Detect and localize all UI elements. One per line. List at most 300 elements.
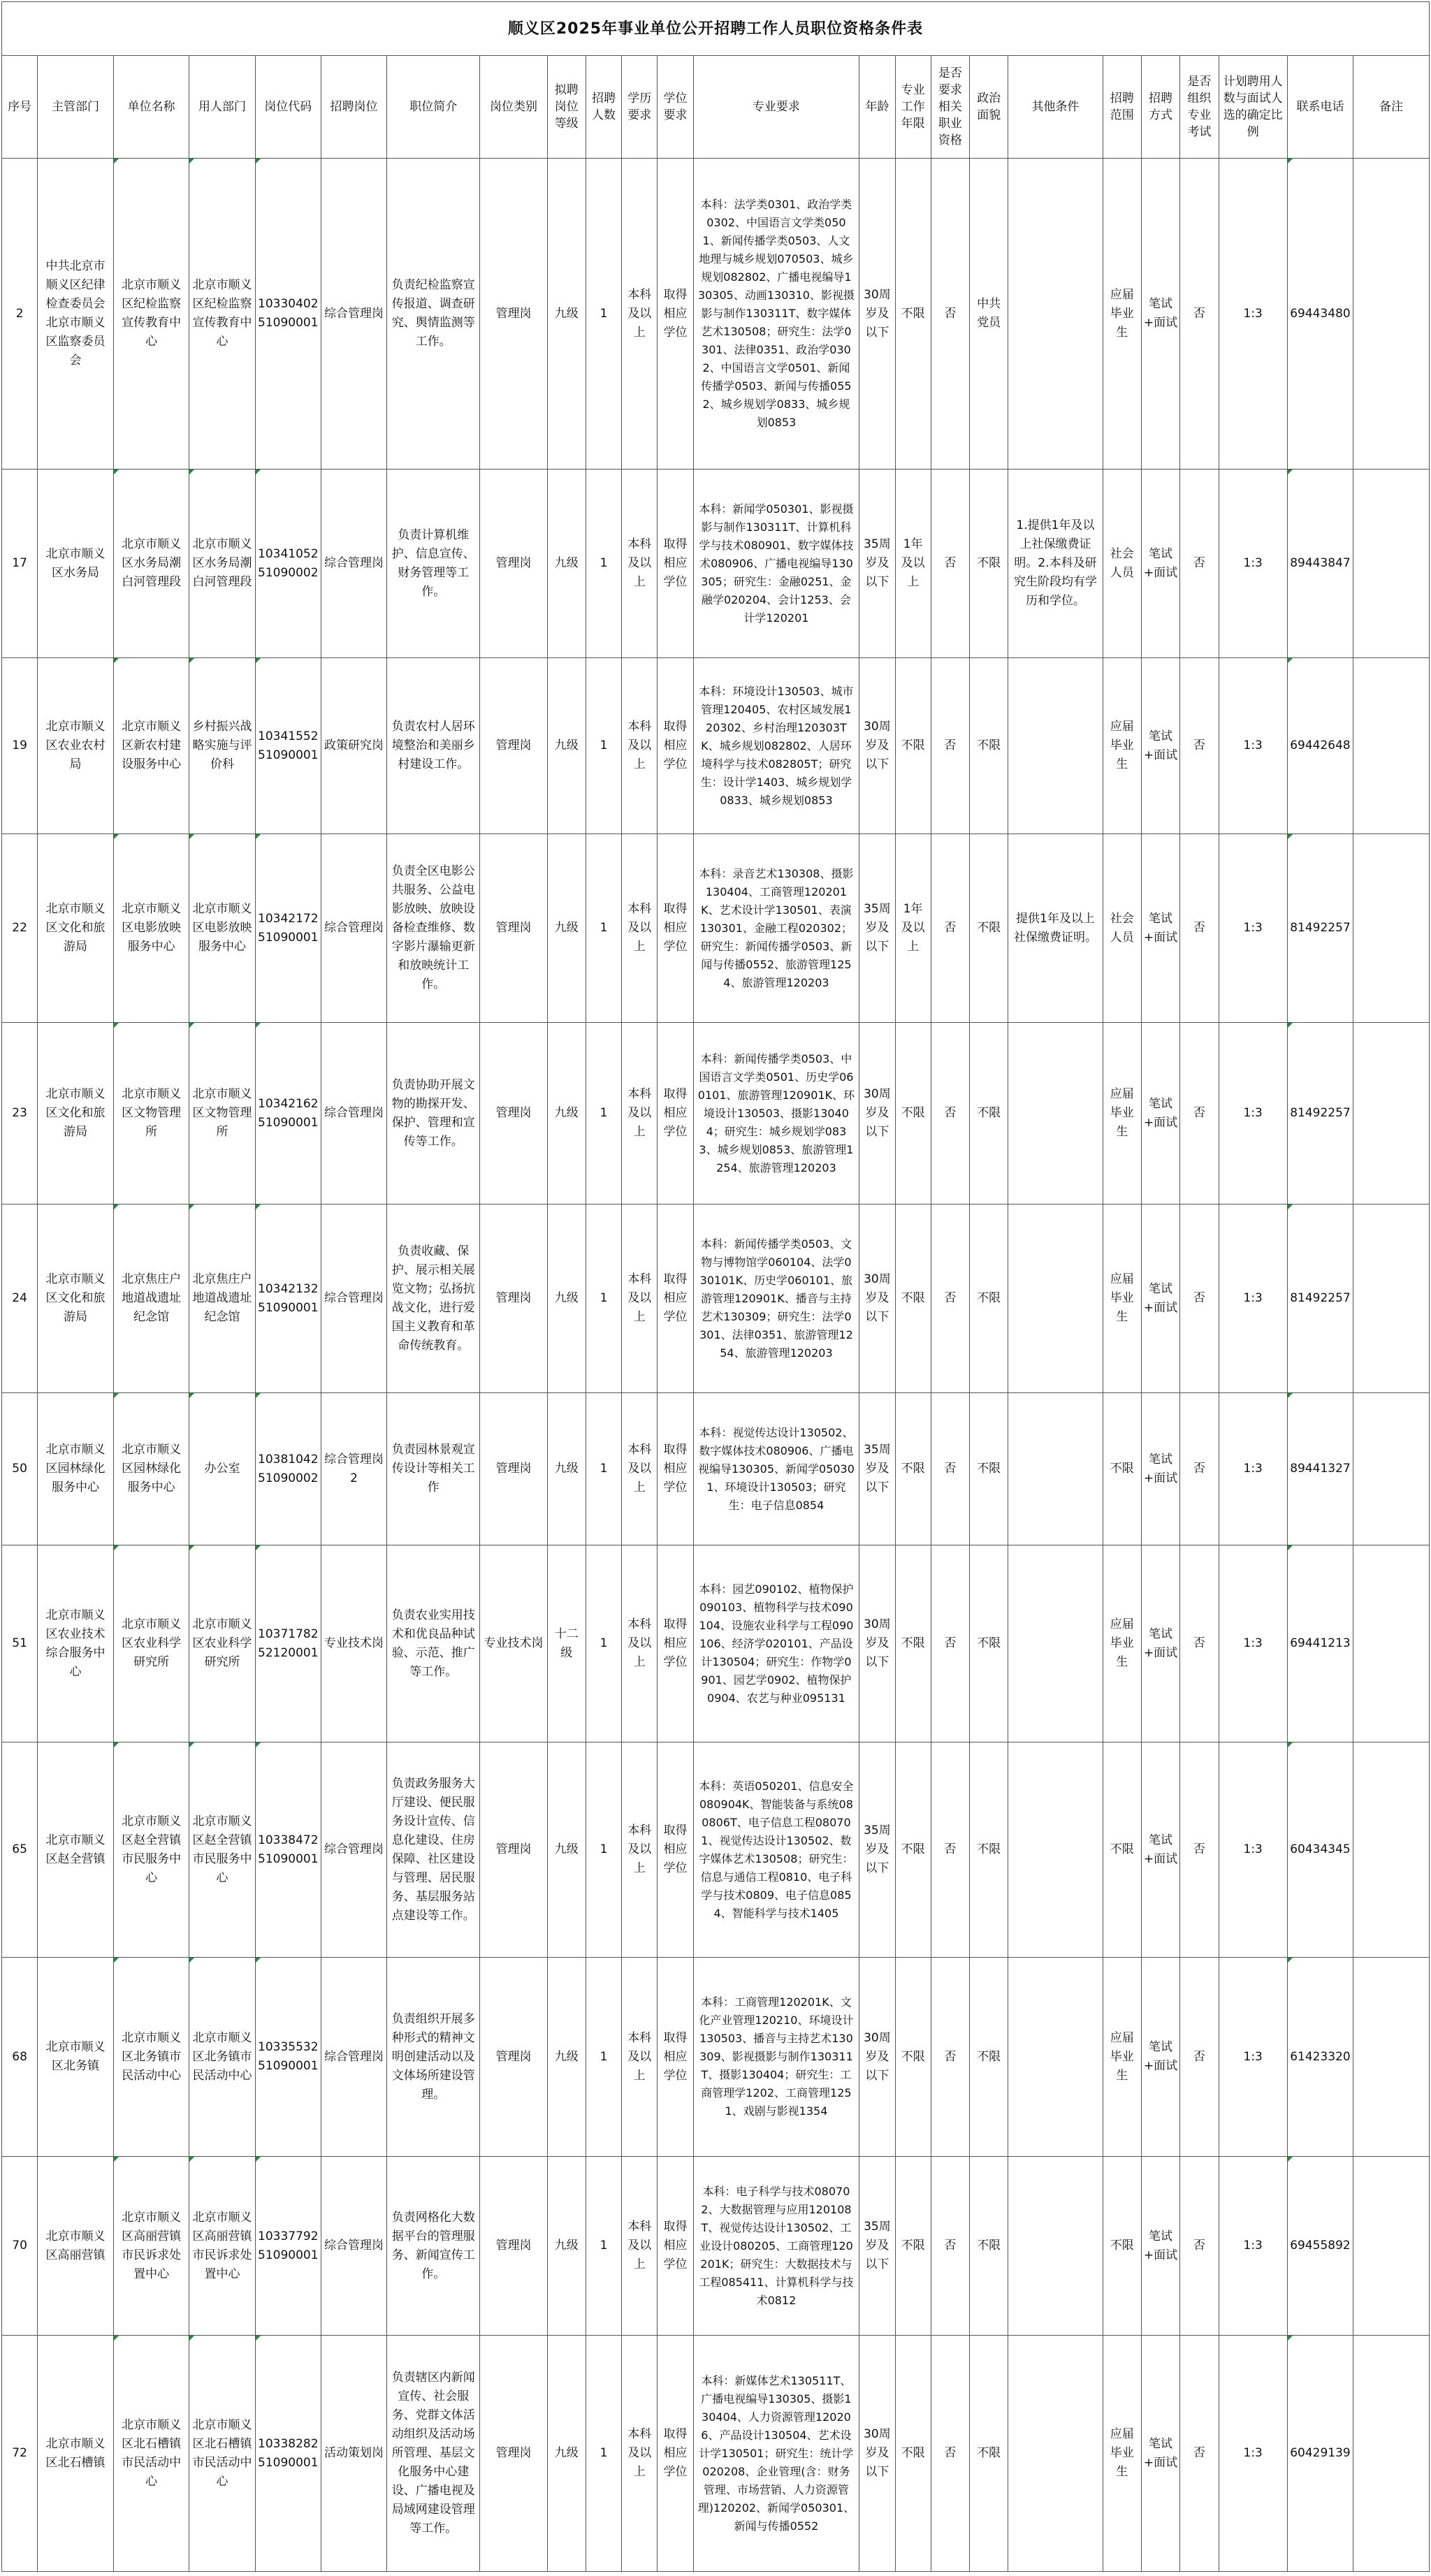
cell-phone: 69441213 <box>1287 1545 1353 1742</box>
cell-unit: 北京市顺义区北石槽镇市民活动中心 <box>113 2336 189 2572</box>
cell-education: 本科及以上 <box>622 1393 658 1545</box>
cell-ratio: 1:3 <box>1219 1742 1287 1958</box>
column-header: 拟聘岗位等级 <box>547 56 586 159</box>
cell-age: 30周岁及以下 <box>859 658 895 834</box>
cell-certificate: 否 <box>931 1545 969 1742</box>
cell-certificate: 否 <box>931 1958 969 2157</box>
row-number: 65 <box>2 1742 38 1958</box>
cell-count: 1 <box>586 1958 621 2157</box>
column-header: 联系电话 <box>1287 56 1353 159</box>
cell-unit: 北京市顺义区水务局潮白河管理段 <box>113 470 189 658</box>
cell-level: 九级 <box>547 1205 586 1393</box>
cell-exam: 否 <box>1180 658 1219 834</box>
cell-remark <box>1353 1023 1430 1205</box>
cell-user-dept: 北京市顺义区水务局潮白河管理段 <box>189 470 255 658</box>
cell-scope: 不限 <box>1103 1393 1141 1545</box>
cell-other <box>1008 2157 1103 2336</box>
cell-ratio: 1:3 <box>1219 159 1287 470</box>
cell-exam: 否 <box>1180 1958 1219 2157</box>
cell-count: 1 <box>586 1393 621 1545</box>
cell-degree: 取得相应学位 <box>658 159 693 470</box>
cell-dept: 北京市顺义区文化和旅游局 <box>38 1023 114 1205</box>
cell-phone: 89443847 <box>1287 470 1353 658</box>
cell-intro: 负责纪检监察宣传报道、调查研究、舆情监测等工作。 <box>387 159 480 470</box>
cell-other <box>1008 1023 1103 1205</box>
column-header: 其他条件 <box>1008 56 1103 159</box>
cell-phone: 81492257 <box>1287 834 1353 1023</box>
column-header: 政治面貌 <box>970 56 1008 159</box>
column-header: 岗位代码 <box>255 56 321 159</box>
table-row <box>2 1958 1430 2157</box>
row-number: 51 <box>2 1545 38 1742</box>
cell-method: 笔试+面试 <box>1141 2157 1179 2336</box>
table-row <box>2 834 1430 1023</box>
cell-scope: 社会人员 <box>1103 470 1141 658</box>
cell-unit: 北京市顺义区北务镇市民活动中心 <box>113 1958 189 2157</box>
row-number: 19 <box>2 658 38 834</box>
cell-intro: 负责收藏、保护、展示相关展览文物；弘扬抗战文化，进行爱国主义教育和革命传统教育。 <box>387 1205 480 1393</box>
cell-phone: 81492257 <box>1287 1205 1353 1393</box>
cell-education: 本科及以上 <box>622 2157 658 2336</box>
cell-level: 十二级 <box>547 1545 586 1742</box>
cell-certificate: 否 <box>931 834 969 1023</box>
column-header: 招聘人数 <box>586 56 621 159</box>
cell-user-dept: 乡村振兴战略实施与评价科 <box>189 658 255 834</box>
cell-post-code: 1033553251090001 <box>255 1958 321 2157</box>
cell-major: 本科：新闻传播学类0503、文物与博物馆学060104、法学030101K、历史学060101、旅游管理120901K、播音与主持艺术130309；研究生：法学0301、法律0351、旅游管理1254、旅游管理120203 <box>693 1205 859 1393</box>
cell-remark <box>1353 159 1430 470</box>
cell-post-code: 1034213251090001 <box>255 1205 321 1393</box>
cell-category: 管理岗 <box>480 159 547 470</box>
cell-exam: 否 <box>1180 2157 1219 2336</box>
cell-intro: 负责农业实用技术和优良品种试验、示范、推广等工作。 <box>387 1545 480 1742</box>
cell-level: 九级 <box>547 1742 586 1958</box>
table-title: 顺义区2025年事业单位公开招聘工作人员职位资格条件表 <box>2 2 1430 56</box>
cell-education: 本科及以上 <box>622 1023 658 1205</box>
cell-scope: 社会人员 <box>1103 834 1141 1023</box>
cell-remark <box>1353 2336 1430 2572</box>
table-row <box>2 2157 1430 2336</box>
cell-count: 1 <box>586 2157 621 2336</box>
table-row <box>2 658 1430 834</box>
cell-work-years: 不限 <box>895 1023 931 1205</box>
cell-certificate: 否 <box>931 1393 969 1545</box>
column-header: 计划聘用人数与面试人选的确定比例 <box>1219 56 1287 159</box>
cell-post: 活动策划岗 <box>321 2336 386 2572</box>
cell-major: 本科：新媒体艺术130511T、广播电视编导130305、摄影130404、人力资源管理120206、产品设计130504、艺术设计学130501；研究生：统计学020208、企业管理(含：财务管理、市场营销、人力资源管理)120202、新闻学050301、新闻与传播0552 <box>693 2336 859 2572</box>
cell-ratio: 1:3 <box>1219 1958 1287 2157</box>
cell-education: 本科及以上 <box>622 159 658 470</box>
cell-major: 本科：电子科学与技术080702、大数据管理与应用120108T、视觉传达设计130502、工业设计080205、工商管理120201K；研究生：大数据技术与工程085411、计算机科学与技术0812 <box>693 2157 859 2336</box>
cell-phone: 81492257 <box>1287 1023 1353 1205</box>
cell-level: 九级 <box>547 2157 586 2336</box>
cell-post: 综合管理岗 <box>321 834 386 1023</box>
cell-remark <box>1353 1958 1430 2157</box>
table-row <box>2 1023 1430 1205</box>
cell-post: 综合管理岗 <box>321 159 386 470</box>
cell-work-years: 1年及以上 <box>895 834 931 1023</box>
cell-major: 本科：新闻传播学类0503、中国语言文学类0501、历史学060101、旅游管理120901K、环境设计130503、摄影130404；研究生：城乡规划学0833、城乡规划0853、旅游管理1254、旅游管理120203 <box>693 1023 859 1205</box>
cell-level: 九级 <box>547 1958 586 2157</box>
table-body <box>2 159 1430 2572</box>
cell-exam: 否 <box>1180 1545 1219 1742</box>
cell-degree: 取得相应学位 <box>658 2157 693 2336</box>
cell-degree: 取得相应学位 <box>658 2336 693 2572</box>
cell-intro: 负责网格化大数据平台的管理服务、新闻宣传工作。 <box>387 2157 480 2336</box>
cell-education: 本科及以上 <box>622 1205 658 1393</box>
cell-post-code: 1033779251090001 <box>255 2157 321 2336</box>
cell-degree: 取得相应学位 <box>658 1742 693 1958</box>
column-header: 招聘方式 <box>1141 56 1179 159</box>
cell-dept: 北京市顺义区高丽营镇 <box>38 2157 114 2336</box>
cell-dept: 北京市顺义区赵全营镇 <box>38 1742 114 1958</box>
cell-exam: 否 <box>1180 1205 1219 1393</box>
cell-method: 笔试+面试 <box>1141 1958 1179 2157</box>
cell-major: 本科：视觉传达设计130502、数字媒体技术080906、广播电视编导130305、新闻学050301、环境设计130503；研究生：电子信息0854 <box>693 1393 859 1545</box>
column-header: 单位名称 <box>113 56 189 159</box>
cell-age: 35周岁及以下 <box>859 1742 895 1958</box>
cell-phone: 60429139 <box>1287 2336 1353 2572</box>
cell-exam: 否 <box>1180 470 1219 658</box>
cell-politics: 不限 <box>970 1742 1008 1958</box>
cell-major: 本科：工商管理120201K、文化产业管理120210、环境设计130503、播音与主持艺术130309、影视摄影与制作130311T、摄影130404；研究生：工商管理学1202、工商管理1251、戏剧与影视1354 <box>693 1958 859 2157</box>
cell-post-code: 1034105251090002 <box>255 470 321 658</box>
cell-intro: 负责园林景观宣传设计等相关工作 <box>387 1393 480 1545</box>
cell-politics: 不限 <box>970 1958 1008 2157</box>
cell-level: 九级 <box>547 1023 586 1205</box>
cell-exam: 否 <box>1180 1742 1219 1958</box>
cell-major: 本科：英语050201、信息安全080904K、智能装备与系统080806T、电子信息工程080701、视觉传达设计130502、数字媒体艺术130508；研究生：信息与通信工程0810、电子科学与技术0809、电子信息0854、智能科学与技术1405 <box>693 1742 859 1958</box>
cell-intro: 负责全区电影公共服务、公益电影放映、放映设备检查维修、数字影片瀑输更新和放映统计工作。 <box>387 834 480 1023</box>
cell-certificate: 否 <box>931 470 969 658</box>
cell-category: 管理岗 <box>480 658 547 834</box>
cell-age: 30周岁及以下 <box>859 1958 895 2157</box>
cell-certificate: 否 <box>931 2157 969 2336</box>
cell-level: 九级 <box>547 2336 586 2572</box>
cell-certificate: 否 <box>931 159 969 470</box>
cell-education: 本科及以上 <box>622 470 658 658</box>
cell-method: 笔试+面试 <box>1141 834 1179 1023</box>
cell-count: 1 <box>586 1205 621 1393</box>
cell-unit: 北京市顺义区文物管理所 <box>113 1023 189 1205</box>
cell-remark <box>1353 1205 1430 1393</box>
cell-scope: 不限 <box>1103 1742 1141 1958</box>
cell-ratio: 1:3 <box>1219 1023 1287 1205</box>
cell-category: 管理岗 <box>480 1958 547 2157</box>
cell-level: 九级 <box>547 834 586 1023</box>
cell-exam: 否 <box>1180 2336 1219 2572</box>
cell-post: 综合管理岗2 <box>321 1393 386 1545</box>
cell-phone: 61423320 <box>1287 1958 1353 2157</box>
cell-count: 1 <box>586 1742 621 1958</box>
cell-dept: 北京市顺义区农业技术综合服务中心 <box>38 1545 114 1742</box>
cell-politics: 不限 <box>970 2336 1008 2572</box>
cell-intro: 负责组织开展多种形式的精神文明创建活动以及文体场所建设管理。 <box>387 1958 480 2157</box>
cell-method: 笔试+面试 <box>1141 1742 1179 1958</box>
cell-work-years: 不限 <box>895 2157 931 2336</box>
cell-intro: 负责计算机维护、信息宣传、财务管理等工作。 <box>387 470 480 658</box>
cell-exam: 否 <box>1180 834 1219 1023</box>
column-header: 职位简介 <box>387 56 480 159</box>
cell-dept: 北京市顺义区文化和旅游局 <box>38 834 114 1023</box>
cell-post-code: 1033828251090001 <box>255 2336 321 2572</box>
cell-method: 笔试+面试 <box>1141 2336 1179 2572</box>
cell-post-code: 1034217251090001 <box>255 834 321 1023</box>
column-header: 专业工作年限 <box>895 56 931 159</box>
cell-other: 1.提供1年及以上社保缴费证明。2.本科及研究生阶段均有学历和学位。 <box>1008 470 1103 658</box>
cell-method: 笔试+面试 <box>1141 1023 1179 1205</box>
title-row <box>2 2 1430 56</box>
cell-remark <box>1353 2157 1430 2336</box>
cell-method: 笔试+面试 <box>1141 1393 1179 1545</box>
column-header: 专业要求 <box>693 56 859 159</box>
cell-count: 1 <box>586 1023 621 1205</box>
cell-intro: 负责协助开展文物的勘探开发、保护、管理和宣传等工作。 <box>387 1023 480 1205</box>
cell-level: 九级 <box>547 658 586 834</box>
cell-intro: 负责政务服务大厅建设、便民服务设计宣传、信息化建设、住房保障、社区建设与管理、居民服务、基层服务站点建设等工作。 <box>387 1742 480 1958</box>
cell-post: 综合管理岗 <box>321 1023 386 1205</box>
cell-unit: 北京市顺义区高丽营镇市民诉求处置中心 <box>113 2157 189 2336</box>
cell-ratio: 1:3 <box>1219 2336 1287 2572</box>
cell-dept: 北京市顺义区水务局 <box>38 470 114 658</box>
cell-certificate: 否 <box>931 1023 969 1205</box>
cell-other <box>1008 159 1103 470</box>
cell-count: 1 <box>586 159 621 470</box>
cell-category: 专业技术岗 <box>480 1545 547 1742</box>
cell-user-dept: 北京市顺义区高丽营镇市民诉求处置中心 <box>189 2157 255 2336</box>
cell-method: 笔试+面试 <box>1141 470 1179 658</box>
column-header: 岗位类别 <box>480 56 547 159</box>
cell-work-years: 不限 <box>895 1393 931 1545</box>
cell-method: 笔试+面试 <box>1141 159 1179 470</box>
table-row <box>2 470 1430 658</box>
cell-category: 管理岗 <box>480 1023 547 1205</box>
cell-phone: 69443480 <box>1287 159 1353 470</box>
cell-post: 综合管理岗 <box>321 1958 386 2157</box>
cell-unit: 北京市顺义区园林绿化服务中心 <box>113 1393 189 1545</box>
cell-scope: 应届毕业生 <box>1103 159 1141 470</box>
cell-degree: 取得相应学位 <box>658 1958 693 2157</box>
cell-age: 35周岁及以下 <box>859 834 895 1023</box>
cell-post-code: 1034155251090001 <box>255 658 321 834</box>
cell-degree: 取得相应学位 <box>658 834 693 1023</box>
table-row <box>2 2336 1430 2572</box>
cell-remark <box>1353 1393 1430 1545</box>
cell-phone: 60434345 <box>1287 1742 1353 1958</box>
cell-other <box>1008 1545 1103 1742</box>
cell-post-code: 1033847251090001 <box>255 1742 321 1958</box>
cell-phone: 89441327 <box>1287 1393 1353 1545</box>
table-row <box>2 1742 1430 1958</box>
cell-ratio: 1:3 <box>1219 1205 1287 1393</box>
cell-scope: 应届毕业生 <box>1103 1958 1141 2157</box>
cell-politics: 不限 <box>970 1545 1008 1742</box>
cell-scope: 应届毕业生 <box>1103 1545 1141 1742</box>
cell-exam: 否 <box>1180 1393 1219 1545</box>
table-row <box>2 1545 1430 1742</box>
cell-count: 1 <box>586 834 621 1023</box>
column-header: 用人部门 <box>189 56 255 159</box>
cell-category: 管理岗 <box>480 834 547 1023</box>
cell-post: 专业技术岗 <box>321 1545 386 1742</box>
cell-dept: 北京市顺义区北务镇 <box>38 1958 114 2157</box>
cell-method: 笔试+面试 <box>1141 1545 1179 1742</box>
cell-certificate: 否 <box>931 658 969 834</box>
cell-other <box>1008 1742 1103 1958</box>
cell-work-years: 不限 <box>895 1742 931 1958</box>
cell-unit: 北京市顺义区农业科学研究所 <box>113 1545 189 1742</box>
cell-category: 管理岗 <box>480 2157 547 2336</box>
row-number: 2 <box>2 159 38 470</box>
cell-ratio: 1:3 <box>1219 470 1287 658</box>
cell-politics: 不限 <box>970 470 1008 658</box>
cell-unit: 北京市顺义区纪检监察宣传教育中心 <box>113 159 189 470</box>
cell-remark <box>1353 834 1430 1023</box>
cell-unit: 北京市顺义区赵全营镇市民服务中心 <box>113 1742 189 1958</box>
cell-degree: 取得相应学位 <box>658 470 693 658</box>
cell-politics: 不限 <box>970 1205 1008 1393</box>
cell-count: 1 <box>586 2336 621 2572</box>
cell-other <box>1008 2336 1103 2572</box>
cell-user-dept: 北京市顺义区北务镇市民活动中心 <box>189 1958 255 2157</box>
cell-category: 管理岗 <box>480 2336 547 2572</box>
cell-work-years: 不限 <box>895 159 931 470</box>
cell-category: 管理岗 <box>480 1393 547 1545</box>
cell-intro: 负责辖区内新闻宣传、社会服务、党群文体活动组织及活动场所管理、基层文化服务中心建设、广播电视及局域网建设管理等工作。 <box>387 2336 480 2572</box>
cell-degree: 取得相应学位 <box>658 1545 693 1742</box>
cell-user-dept: 办公室 <box>189 1393 255 1545</box>
row-number: 24 <box>2 1205 38 1393</box>
cell-certificate: 否 <box>931 1742 969 1958</box>
cell-dept: 北京市顺义区农业农村局 <box>38 658 114 834</box>
cell-phone: 69442648 <box>1287 658 1353 834</box>
table-row <box>2 1205 1430 1393</box>
cell-user-dept: 北京市顺义区纪检监察宣传教育中心 <box>189 159 255 470</box>
cell-post: 综合管理岗 <box>321 470 386 658</box>
table-row <box>2 159 1430 470</box>
cell-politics: 不限 <box>970 2157 1008 2336</box>
cell-intro: 负责农村人居环境整治和美丽乡村建设工作。 <box>387 658 480 834</box>
cell-post: 综合管理岗 <box>321 2157 386 2336</box>
cell-education: 本科及以上 <box>622 2336 658 2572</box>
cell-unit: 北京市顺义区电影放映服务中心 <box>113 834 189 1023</box>
cell-user-dept: 北京市顺义区电影放映服务中心 <box>189 834 255 1023</box>
cell-remark <box>1353 658 1430 834</box>
column-header: 年龄 <box>859 56 895 159</box>
cell-work-years: 不限 <box>895 1545 931 1742</box>
cell-post: 综合管理岗 <box>321 1742 386 1958</box>
cell-method: 笔试+面试 <box>1141 658 1179 834</box>
cell-work-years: 不限 <box>895 1205 931 1393</box>
row-number: 50 <box>2 1393 38 1545</box>
cell-education: 本科及以上 <box>622 1958 658 2157</box>
cell-dept: 北京市顺义区北石槽镇 <box>38 2336 114 2572</box>
cell-certificate: 否 <box>931 1205 969 1393</box>
cell-age: 35周岁及以下 <box>859 1393 895 1545</box>
cell-category: 管理岗 <box>480 470 547 658</box>
cell-scope: 应届毕业生 <box>1103 1023 1141 1205</box>
cell-exam: 否 <box>1180 159 1219 470</box>
column-header: 学位要求 <box>658 56 693 159</box>
cell-user-dept: 北京市顺义区赵全营镇市民服务中心 <box>189 1742 255 1958</box>
column-header: 学历要求 <box>622 56 658 159</box>
cell-unit: 北京焦庄户地道战遗址纪念馆 <box>113 1205 189 1393</box>
cell-dept: 北京市顺义区文化和旅游局 <box>38 1205 114 1393</box>
cell-ratio: 1:3 <box>1219 2157 1287 2336</box>
column-header: 备注 <box>1353 56 1430 159</box>
cell-other: 提供1年及以上社保缴费证明。 <box>1008 834 1103 1023</box>
cell-education: 本科及以上 <box>622 1742 658 1958</box>
cell-count: 1 <box>586 1545 621 1742</box>
cell-other <box>1008 1958 1103 2157</box>
cell-remark <box>1353 1545 1430 1742</box>
cell-major: 本科：园艺090102、植物保护090103、植物科学与技术090104、设施农业科学与工程090106、经济学020101、产品设计130504；研究生：作物学0901、园艺学0902、植物保护0904、农艺与种业095131 <box>693 1545 859 1742</box>
column-header: 招聘岗位 <box>321 56 386 159</box>
cell-politics: 不限 <box>970 834 1008 1023</box>
cell-category: 管理岗 <box>480 1742 547 1958</box>
cell-degree: 取得相应学位 <box>658 1205 693 1393</box>
cell-post-code: 1037178252120001 <box>255 1545 321 1742</box>
column-header: 是否要求相关职业资格 <box>931 56 969 159</box>
cell-major: 本科：环境设计130503、城市管理120405、农村区域发展120302、乡村治理120303TK、城乡规划082802、人居环境科学与技术082805T；研究生：设计学1403、城乡规划学0833、城乡规划0853 <box>693 658 859 834</box>
cell-other <box>1008 658 1103 834</box>
cell-level: 九级 <box>547 159 586 470</box>
cell-major: 本科：法学类0301、政治学类0302、中国语言文学类0501、新闻传播学类0503、人文地理与城乡规划070503、城乡规划082802、广播电视编导130305、动画130310、影视摄影与制作130311T、数字媒体艺术130508；研究生：法学0301、法律0351、政治学0302、中国语言文学0501、新闻传播学0503、新闻与传播0552、城乡规划学0833、城乡规划0853 <box>693 159 859 470</box>
cell-dept: 北京市顺义区园林绿化服务中心 <box>38 1393 114 1545</box>
cell-age: 30周岁及以下 <box>859 1023 895 1205</box>
column-header: 是否组织专业考试 <box>1180 56 1219 159</box>
column-header: 主管部门 <box>38 56 114 159</box>
cell-remark <box>1353 1742 1430 1958</box>
cell-method: 笔试+面试 <box>1141 1205 1179 1393</box>
row-number: 72 <box>2 2336 38 2572</box>
cell-age: 30周岁及以下 <box>859 2336 895 2572</box>
cell-work-years: 1年及以上 <box>895 470 931 658</box>
cell-post: 政策研究岗 <box>321 658 386 834</box>
cell-post-code: 1033040251090001 <box>255 159 321 470</box>
cell-post-code: 1038104251090002 <box>255 1393 321 1545</box>
cell-work-years: 不限 <box>895 1958 931 2157</box>
cell-degree: 取得相应学位 <box>658 1393 693 1545</box>
row-number: 68 <box>2 1958 38 2157</box>
cell-phone: 69455892 <box>1287 2157 1353 2336</box>
cell-scope: 应届毕业生 <box>1103 2336 1141 2572</box>
cell-user-dept: 北京市顺义区文物管理所 <box>189 1023 255 1205</box>
row-number: 70 <box>2 2157 38 2336</box>
row-number: 17 <box>2 470 38 658</box>
cell-ratio: 1:3 <box>1219 1545 1287 1742</box>
cell-ratio: 1:3 <box>1219 658 1287 834</box>
cell-user-dept: 北京焦庄户地道战遗址纪念馆 <box>189 1205 255 1393</box>
column-header: 招聘范围 <box>1103 56 1141 159</box>
cell-degree: 取得相应学位 <box>658 658 693 834</box>
recruitment-table-sheet <box>1 1 1430 2572</box>
cell-education: 本科及以上 <box>622 658 658 834</box>
cell-user-dept: 北京市顺义区农业科学研究所 <box>189 1545 255 1742</box>
cell-other <box>1008 1205 1103 1393</box>
cell-degree: 取得相应学位 <box>658 1023 693 1205</box>
cell-scope: 不限 <box>1103 2157 1141 2336</box>
cell-unit: 北京市顺义区新农村建设服务中心 <box>113 658 189 834</box>
column-header: 序号 <box>2 56 38 159</box>
cell-work-years: 不限 <box>895 2336 931 2572</box>
cell-category: 管理岗 <box>480 1205 547 1393</box>
cell-age: 30周岁及以下 <box>859 1205 895 1393</box>
cell-education: 本科及以上 <box>622 1545 658 1742</box>
cell-scope: 应届毕业生 <box>1103 658 1141 834</box>
cell-certificate: 否 <box>931 2336 969 2572</box>
cell-user-dept: 北京市顺义区北石槽镇市民活动中心 <box>189 2336 255 2572</box>
